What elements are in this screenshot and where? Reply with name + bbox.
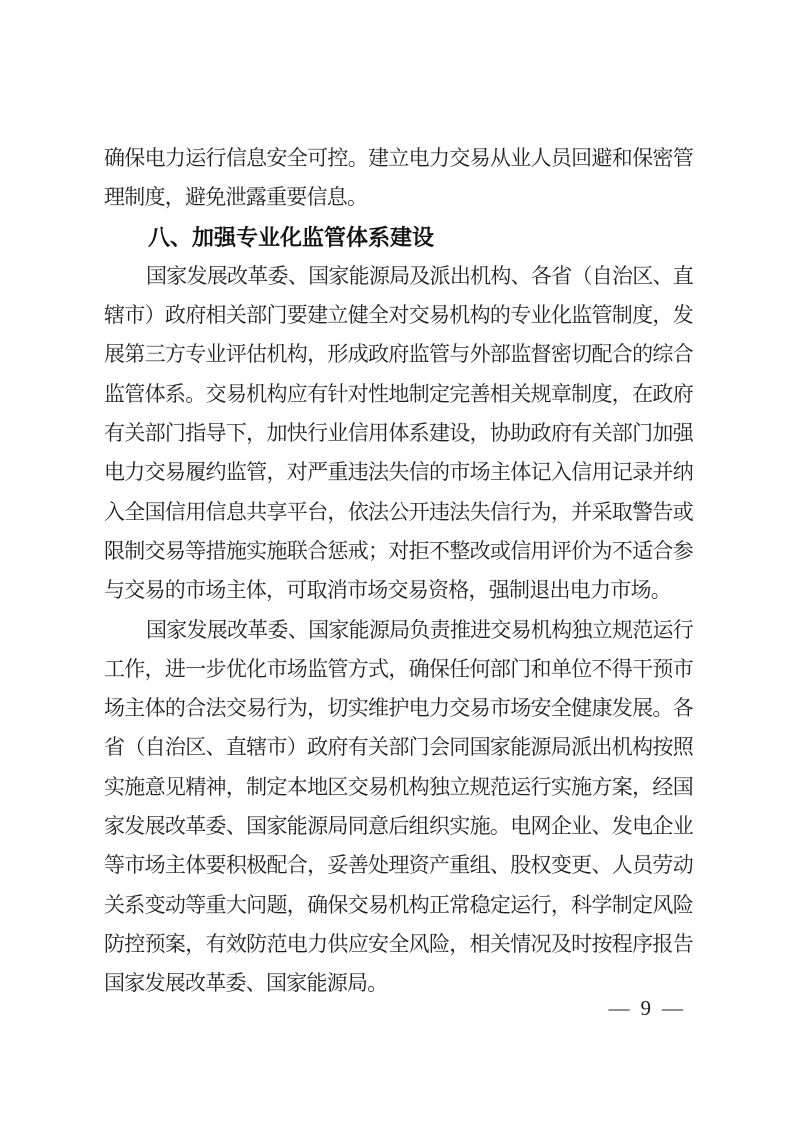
body-paragraph-1: 国家发展改革委、国家能源局及派出机构、各省（自治区、直辖市）政府相关部门要建立健全对交易机构的专业化监管制度，发展第三方专业评估机构，形成政府监管与外部监督密切配合的综合监管体系。交易机构应有针对性地制定完善相关规章制度，在政府有关部门指导下，加快行业信用体系建设，协助政府有关部门加强电力交易履约监管，对严重违法失信的市场主体记入信用记录并纳入全国信用信息共享平台，依法公开违法失信行为，并采取警告或限制交易等措施实施联合惩戒；对拒不整改或信用评价为不适合参与交易的市场主体，可取消市场交易资格，强制退出电力市场。 (104, 263, 693, 603)
document-body (104, 139, 693, 1004)
page-number-value: 9 (640, 996, 651, 1020)
page-number-dash-left: — (608, 996, 630, 1020)
body-paragraph-2: 国家发展改革委、国家能源局负责推进交易机构独立规范运行工作，进一步优化市场监管方式，确保任何部门和单位不得干预市场主体的合法交易行为，切实维护电力交易市场安全健康发展。各省（自治区、直辖市）政府有关部门会同国家能源局派出机构按照实施意见精神，制定本地区交易机构独立规范运行实施方案，经国家发展改革委、国家能源局同意后组织实施。电网企业、发电企业等市场主体要积极配合，妥善处理资产重组、股权变更、人员劳动关系变动等重大问题，确保交易机构正常稳定运行，科学制定风险防控预案，有效防范电力供应安全风险，相关情况及时按程序报告国家发展改革委、国家能源局。 (104, 617, 693, 996)
page-number (607, 996, 686, 1021)
continuation-paragraph: 确保电力运行信息安全可控。建立电力交易从业人员回避和保密管理制度，避免泄露重要信息。 (104, 146, 693, 210)
section-heading: 八、加强专业化监管体系建设 (148, 224, 435, 250)
page-number-dash-right: — (662, 996, 683, 1020)
